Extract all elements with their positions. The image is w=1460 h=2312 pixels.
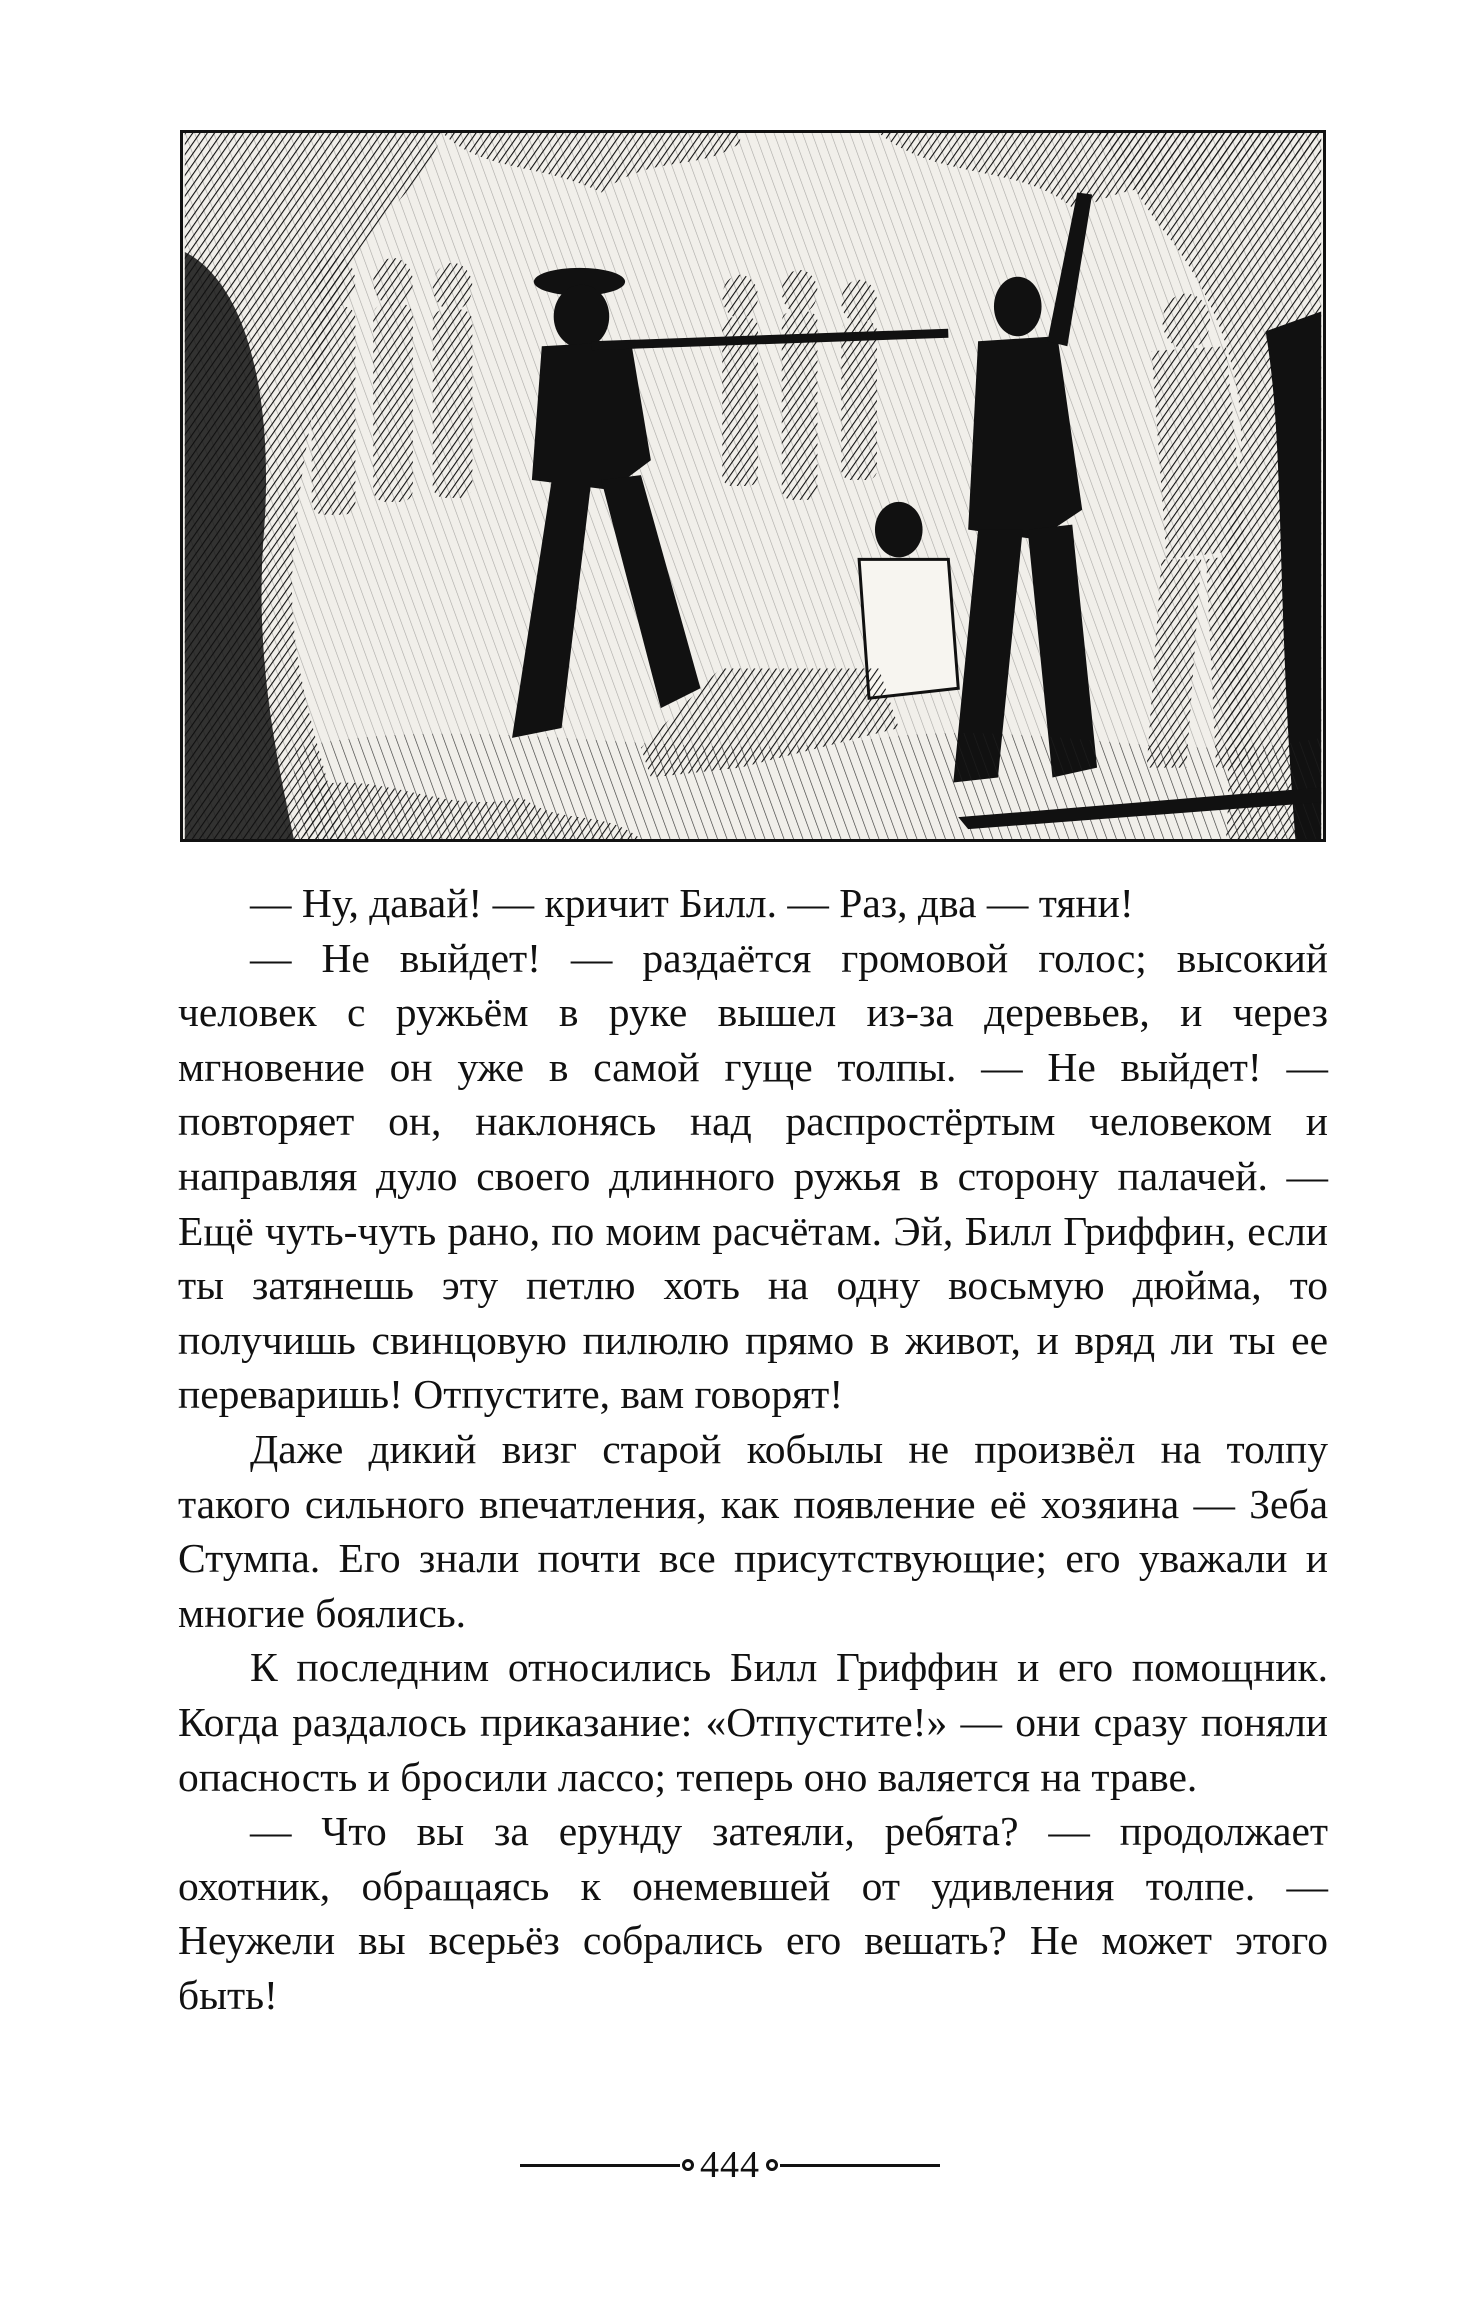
paragraph-4: К последним относились Билл Гриффин и его помощник. Когда раздалось приказание: «Отпустите!» — они сразу поняли опасность и бросили лассо; теперь оно валяется на траве. [178,1644,1328,1800]
engraving-illustration [180,130,1326,842]
paragraph-1: — Ну, давай! — кричит Билл. — Раз, два — тяни! [250,880,1134,926]
footer-ornament-right [766,2159,778,2171]
engraving-artwork [183,133,1323,839]
page-footer [0,2140,1460,2190]
footer-rule-right [780,2164,940,2167]
footer-ornament-left [682,2159,694,2171]
body-text [178,876,1328,2022]
footer-rule-left [520,2164,680,2167]
paragraph-5: — Что вы за ерунду затеяли, ребята? — продолжает охотник, обращаясь к онемевшей от удивления толпе. — Неужели вы всерьёз собрались его вешать? Не может этого быть! [178,1808,1328,2018]
paragraph-3: Даже дикий визг старой кобылы не произвёл на толпу такого сильного впечатления, как появление её хозяина — Зеба Стумпа. Его знали почти все присутствующие; его уважали и многие боялись. [178,1425,1328,1636]
page-number: 444 [700,2144,760,2186]
paragraph-2: — Не выйдет! — раздаётся громовой голос; высокий человек с ружьём в руке вышел из-за деревьев, и через мгновение он уже в самой гуще толпы. — Не выйдет! — повторяет он, наклонясь над распростёртым человеком и направляя дуло своего длинного ружья в сторону палачей. — Ещё чуть-чуть рано, по моим расчётам. Эй, Билл Гриффин, если ты затянешь эту петлю хоть на одну восьмую дюйма, то получишь свинцовую пилюлю прямо в живот, и вряд ли ты ее переваришь! Отпустите, вам говорят! [178,934,1328,1418]
